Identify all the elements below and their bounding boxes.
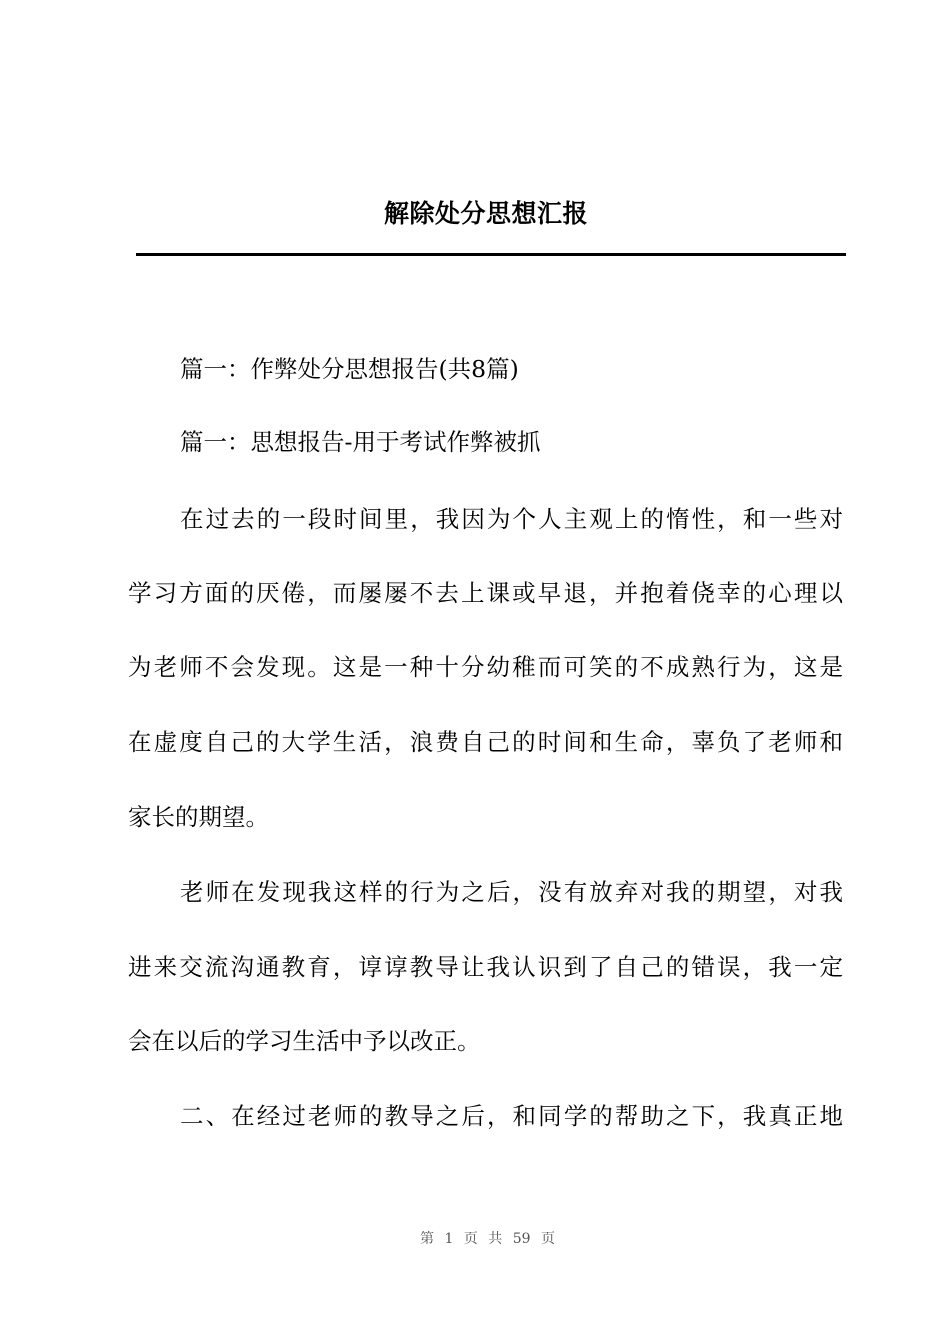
page-number: 第 1 页 共 59 页 xyxy=(420,1231,555,1247)
title-divider xyxy=(136,253,846,256)
paragraph-line: 学习方面的厌倦，而屡屡不去上课或早退，并抱着侥幸的心理以 xyxy=(128,579,843,607)
paragraph-line: 进来交流沟通教育，谆谆教导让我认识到了自己的错误，我一定 xyxy=(128,953,843,981)
paragraph-line: 老师在发现我这样的行为之后，没有放弃对我的期望，对我 xyxy=(180,878,843,906)
paragraph-line: 为老师不会发现。这是一种十分幼稚而可笑的不成熟行为，这是 xyxy=(128,653,843,681)
paragraph-line: 会在以后的学习生活中予以改正。 xyxy=(128,1027,481,1055)
section-heading: 篇一：思想报告-用于考试作弊被抓 xyxy=(180,428,541,456)
paragraph-line: 二、在经过老师的教导之后，和同学的帮助之下，我真正地 xyxy=(180,1102,843,1130)
section-heading: 篇一：作弊处分思想报告(共8篇) xyxy=(180,355,519,383)
document-title: 解除处分思想汇报 xyxy=(383,199,588,228)
paragraph-line: 在过去的一段时间里，我因为个人主观上的惰性，和一些对 xyxy=(180,505,843,533)
paragraph-line: 在虚度自己的大学生活，浪费自己的时间和生命，辜负了老师和 xyxy=(128,728,843,756)
paragraph-line: 家长的期望。 xyxy=(128,803,269,831)
